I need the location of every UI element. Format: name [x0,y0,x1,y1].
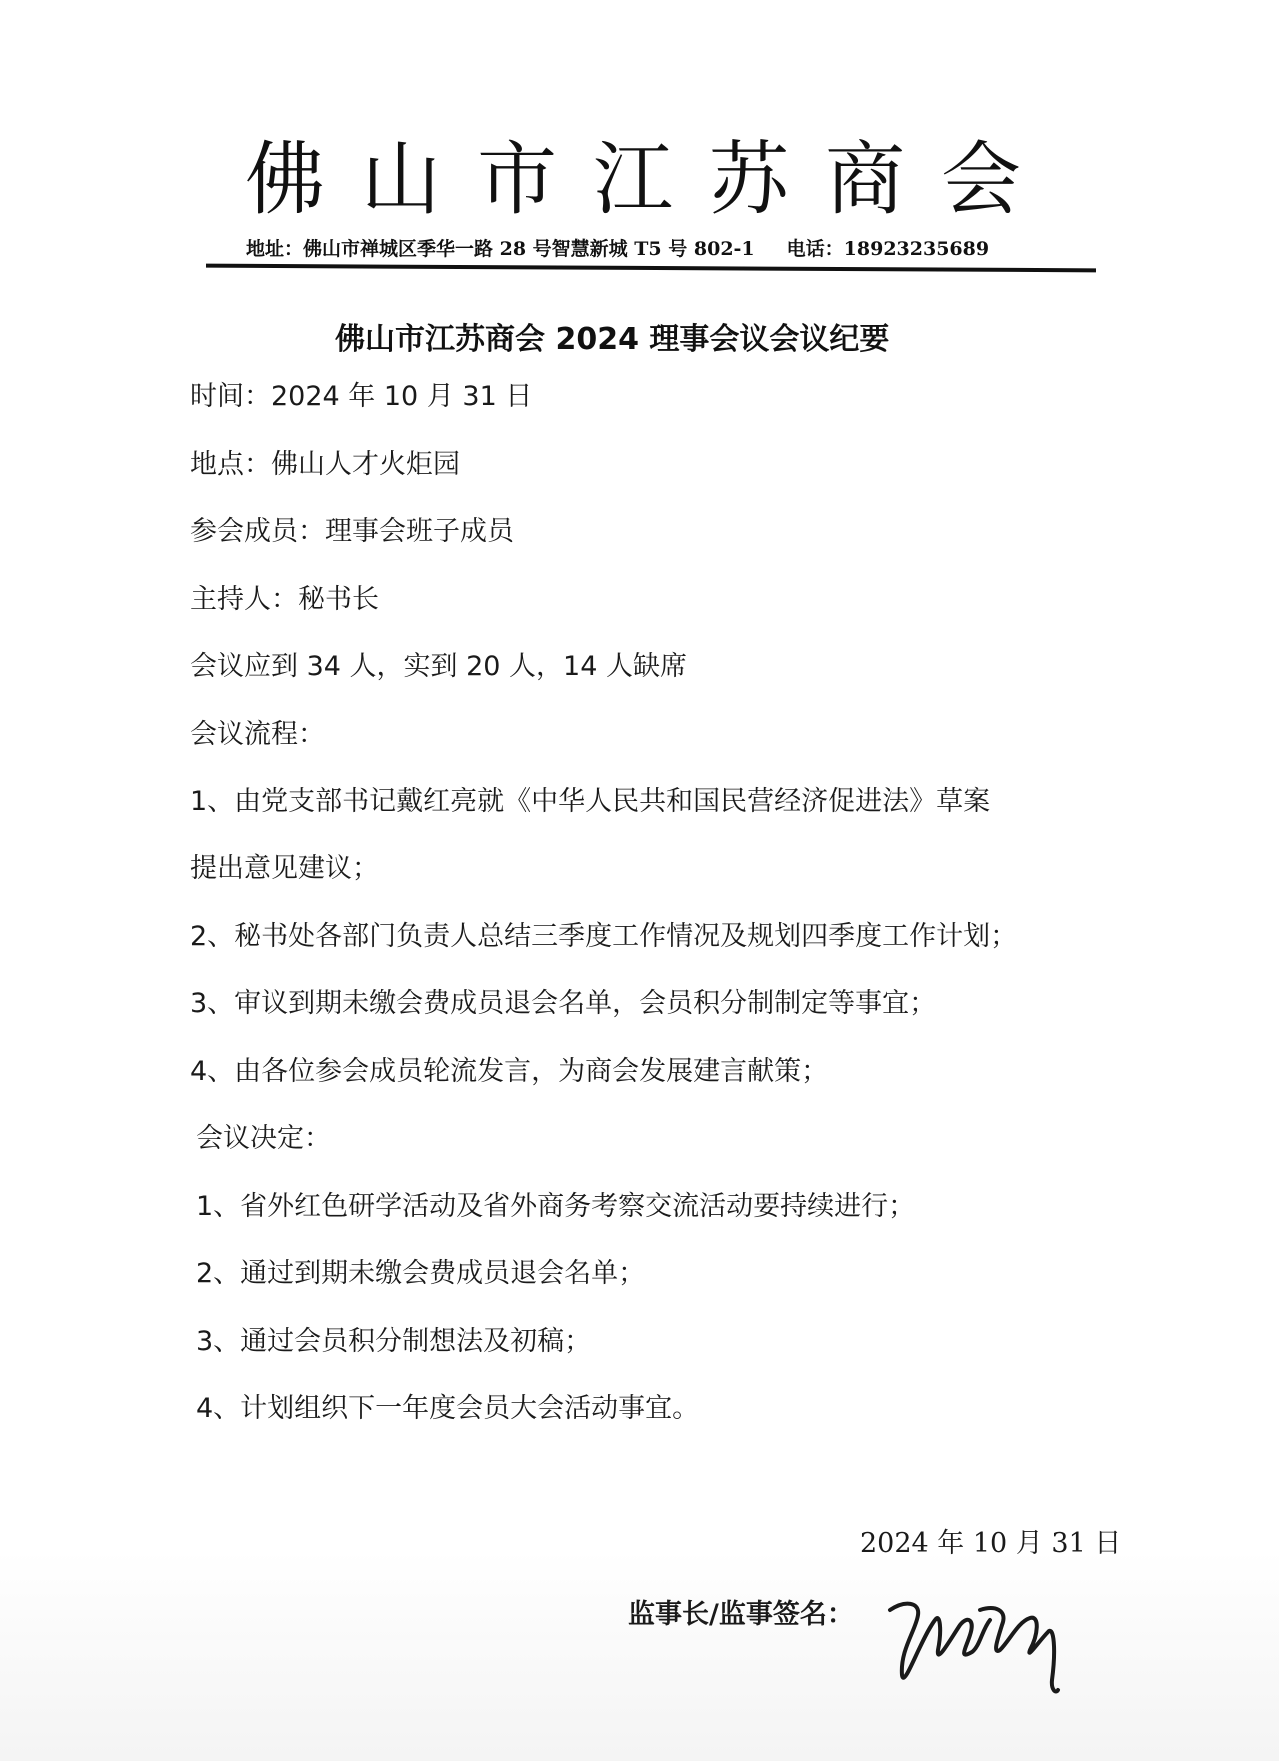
letterhead-phone: 电话：18923235689 [786,238,990,260]
agenda-heading: 会议流程： [190,719,325,750]
decisions-heading: 会议决定： [196,1123,331,1154]
meeting-place: 地点：佛山人才火炬园 [190,449,460,480]
agenda-item: 3、审议到期未缴会费成员退会名单，会员积分制制定等事宜； [190,988,937,1019]
agenda-item: 2、秘书处各部门负责人总结三季度工作情况及规划四季度工作计划； [190,921,1018,952]
agenda-item: 提出意见建议； [190,853,379,884]
meeting-attendees: 参会成员：理事会班子成员 [190,516,514,547]
signature-label: 监事长/监事签名： [628,1599,854,1630]
letterhead-contact [246,234,989,261]
agenda-item: 4、由各位参会成员轮流发言，为商会发展建言献策； [190,1056,829,1087]
letterhead-divider [206,264,1096,273]
letterhead-org-name: 佛山市江苏商会 [245,133,1057,226]
letterhead-address: 地址：佛山市禅城区季华一路 28 号智慧新城 T5 号 802-1 [246,238,755,260]
meeting-attendance: 会议应到 34 人，实到 20 人，14 人缺席 [190,651,687,682]
decision-item: 3、通过会员积分制想法及初稿； [196,1326,592,1357]
decision-item: 2、通过到期未缴会费成员退会名单； [196,1258,646,1289]
document-title: 佛山市江苏商会 2024 理事会议会议纪要 [335,322,890,357]
meeting-host: 主持人：秘书长 [190,584,379,615]
meeting-time: 时间：2024 年 10 月 31 日 [190,381,533,412]
decision-item: 1、省外红色研学活动及省外商务考察交流活动要持续进行； [196,1191,916,1222]
decision-item: 4、计划组织下一年度会员大会活动事宜。 [196,1393,700,1424]
footer-date: 2024 年 10 月 31 日 [860,1528,1122,1559]
handwritten-signature [880,1580,1080,1700]
agenda-item: 1、由党支部书记戴红亮就《中华人民共和国民营经济促进法》草案 [190,786,991,817]
